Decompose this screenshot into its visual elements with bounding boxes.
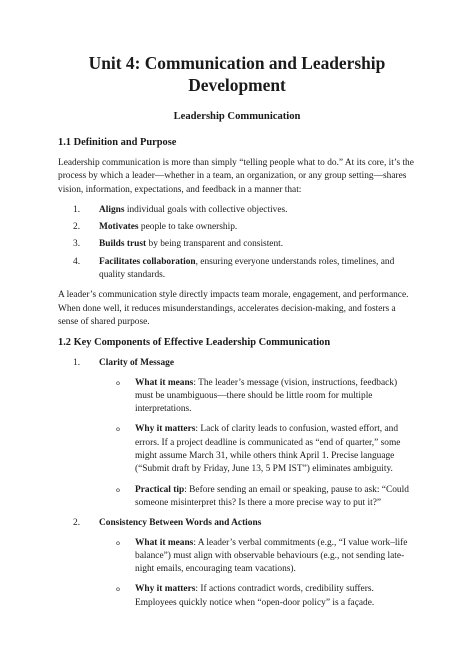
list-item-text: individual goals with collective objectives.: [124, 204, 288, 215]
list-number: 2.: [73, 518, 81, 529]
sub-item-text: : Lack of clarity leads to confusion, wasted effort, and errors. If a project deadline is communicated as “end of quarter,” some might assume March 31, while others think April 1. Precise language (“Submit draft by Friday, June 13, 5 PM IST”) eliminates ambiguity.: [135, 424, 401, 475]
sub-item-bold: Practical tip: [135, 484, 185, 495]
list-number: 1.: [73, 358, 81, 369]
list-item-label: Clarity of Message: [99, 358, 174, 369]
sub-item-text: : The leader’s message (vision, instructions, feedback) must be unambiguous—there should be little room for multiple interpretations.: [135, 377, 398, 415]
list-number: 3.: [73, 239, 81, 250]
list-item: [58, 238, 416, 251]
hollow-bullet-icon: o: [116, 378, 120, 387]
section-2-heading: 1.2 Key Components of Effective Leadership Communication: [58, 337, 331, 349]
page-title: Unit 4: Communication and Leadership Development: [88, 53, 386, 95]
list-item-bold: Motivates: [99, 222, 139, 233]
section-1-closing: A leader’s communication style directly impacts team morale, engagement, and performance. When done well, it reduces misunderstandings, accelerates decision-making, and fosters a sense of shared purpose.: [58, 290, 409, 327]
sub-list: [99, 377, 416, 511]
sub-item-bold: Why it matters: [135, 424, 196, 435]
list-item: [58, 357, 416, 510]
sub-list-item: [99, 377, 416, 417]
list-item: [58, 221, 416, 234]
list-item-bold: Aligns: [99, 204, 125, 215]
sub-list-item: [99, 537, 416, 577]
hollow-bullet-icon: o: [116, 425, 120, 434]
list-item: [58, 256, 416, 283]
sub-list-item: [99, 423, 416, 476]
sub-item-text: : A leader’s verbal commitments (e.g., “I value work–life balance”) must align with observable behaviours (e.g., not sending late-night emails, encouraging team vacations).: [135, 537, 408, 575]
list-number: 4.: [73, 256, 81, 267]
list-item-bold: Builds trust: [99, 239, 147, 250]
list-item-text: by being transparent and consistent.: [146, 239, 284, 250]
list-item-bold: Facilitates collaboration: [99, 256, 196, 267]
list-number: 2.: [73, 222, 81, 233]
list-item-label: Consistency Between Words and Actions: [99, 518, 262, 529]
list-number: 1.: [73, 204, 81, 215]
sub-item-bold: What it means: [135, 377, 194, 388]
hollow-bullet-icon: o: [116, 538, 120, 547]
list-item-text: people to take ownership.: [138, 222, 238, 233]
sub-list-item: [99, 484, 416, 511]
list-item: [58, 204, 416, 217]
section-1-heading: 1.1 Definition and Purpose: [58, 137, 177, 148]
list-item: [58, 517, 416, 610]
sub-item-bold: What it means: [135, 537, 194, 548]
page-subtitle: Leadership Communication: [173, 111, 301, 122]
sub-item-bold: Why it matters: [135, 584, 196, 595]
sub-list: [99, 537, 416, 610]
sub-list-item: [99, 583, 416, 610]
hollow-bullet-icon: o: [116, 485, 120, 494]
sub-item-text: : Before sending an email or speaking, pause to ask: “Could someone misinterpret this? Is there a more precise way to put it?”: [135, 484, 409, 508]
hollow-bullet-icon: o: [116, 585, 120, 594]
section-1-intro: Leadership communication is more than simply “telling people what to do.” At its core, it’s the process by which a leader—whether in a team, an organization, or any group setting—shares vision, information, expectations, and feedback in a manner that:: [58, 158, 414, 195]
list-item-text: , ensuring everyone understands roles, timelines, and quality standards.: [99, 256, 395, 281]
sub-item-text: : If actions contradict words, credibility suffers. Employees quickly notice when “open-door policy” is a façade.: [135, 584, 375, 608]
section-1-list: [58, 204, 416, 282]
section-2-list: [58, 357, 416, 610]
